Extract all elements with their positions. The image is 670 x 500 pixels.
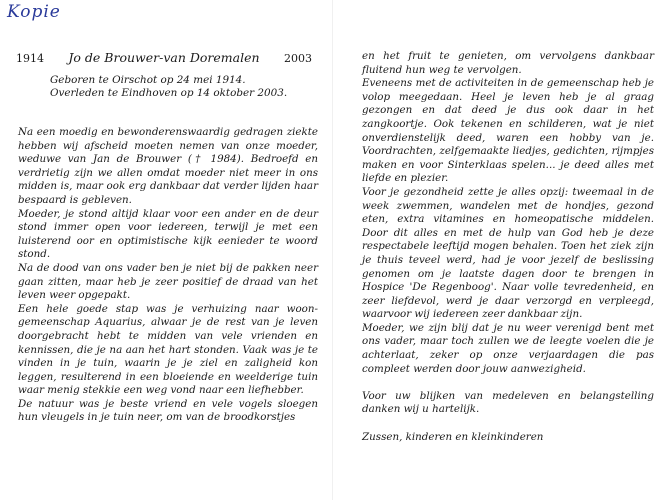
right-column	[362, 50, 654, 444]
paragraph: Na de dood van ons vader ben je niet bij de pakken neer gaan zitten, maar heb je zeer positief de draad van het leven weer opgepakt.	[18, 261, 318, 302]
paragraph: en het fruit te genieten, om vervolgens dankbaar fluitend hun weg te vervolgen.	[362, 50, 654, 76]
page-fold	[332, 0, 333, 500]
life-dates	[50, 74, 312, 100]
left-column	[18, 126, 318, 425]
deceased-name: Jo de Brouwer-van Doremalen	[68, 50, 260, 65]
paragraph: Moeder, we zijn blij dat je nu weer verenigd bent met ons vader, maar toch zullen we de leegte voelen die je achterlaat, zeker op onze verjaardagen die pas compleet werden door jouw aanwezigheid.	[362, 321, 654, 375]
year-start: 1914	[16, 52, 44, 65]
born-line: Geboren te Oirschot op 24 mei 1914.	[50, 74, 246, 86]
paragraph: Voor je gezondheid zette je alles opzij: tweemaal in de week zwemmen, wandelen met de hondjes, gezond eten, extra vitamines en homeopatische middelen. Door dit alles en met de hulp van God heb je deze respectabele leeftijd mogen behalen. Toen het ziek zijn je thuis teveel werd, had je voor jezelf de beslissing genomen om je laatste dagen door te brengen in Hospice 'De Regenboog'. Naar volle tevredenheid, en zeer liefdevol, werd je daar verzorgd en verpleegd, waarvoor wij iedereen zeer dankbaar zijn.	[362, 185, 654, 321]
paragraph: De natuur was je beste vriend en vele vogels sloegen hun vleugels in je tuin neer, om van de broodkorstjes	[18, 397, 318, 424]
spacer	[362, 417, 654, 431]
signature: Zussen, kinderen en kleinkinderen	[362, 430, 544, 443]
spacer	[362, 376, 654, 390]
title-row	[16, 50, 312, 65]
paragraph: Een hele goede stap was je verhuizing naar woon-gemeenschap Aquarius, alwaar je de rest van je leven doorgebracht hebt te midden van vele vrienden en kennissen, die je na aan het hart stonden. Vaak was je te vinden in je tuin, waarin je je ziel en zaligheid kon leggen, resulterend in een bloeiende en weelderige tuin waar menig stekkie een weg vond naar een liefhebber.	[18, 302, 318, 397]
paragraph: Moeder, je stond altijd klaar voor een ander en de deur stond immer open voor iedereen, terwijl je met een luisterend oor en optimistische kijk eenieder te woord stond.	[18, 207, 318, 261]
year-end: 2003	[283, 52, 312, 65]
paragraph: Na een moedig en bewonderenswaardig gedragen ziekte hebben wij afscheid moeten nemen van onze moeder, weduwe van Jan de Brouwer († 1984). Bedroefd en verdrietig zijn we allen omdat moeder niet meer in ons midden is, maar ook erg dankbaar dat verder lijden haar bespaard is gebleven.	[18, 126, 318, 206]
header	[16, 50, 312, 100]
thanks-line: Voor uw blijken van medeleven en belangstelling danken wij u hartelijk.	[362, 389, 654, 416]
kopie-stamp: Kopie	[7, 2, 61, 22]
died-line: Overleden te Eindhoven op 14 oktober 2003.	[50, 87, 288, 99]
paragraph: Eveneens met de activiteiten in de gemeenschap heb je volop meegedaan. Heel je leven heb je al graag gezongen en dat deed je dus ook daar in het zangkoortje. Ook tekenen en schilderen, wat je niet onverdienstelijk deed, waren een hobby van je. Voordrachten, zelfgemaakte liedjes, gedichten, rijmpjes maken en voor Sinterklaas spelen... je deed alles met liefde en plezier.	[362, 77, 654, 185]
